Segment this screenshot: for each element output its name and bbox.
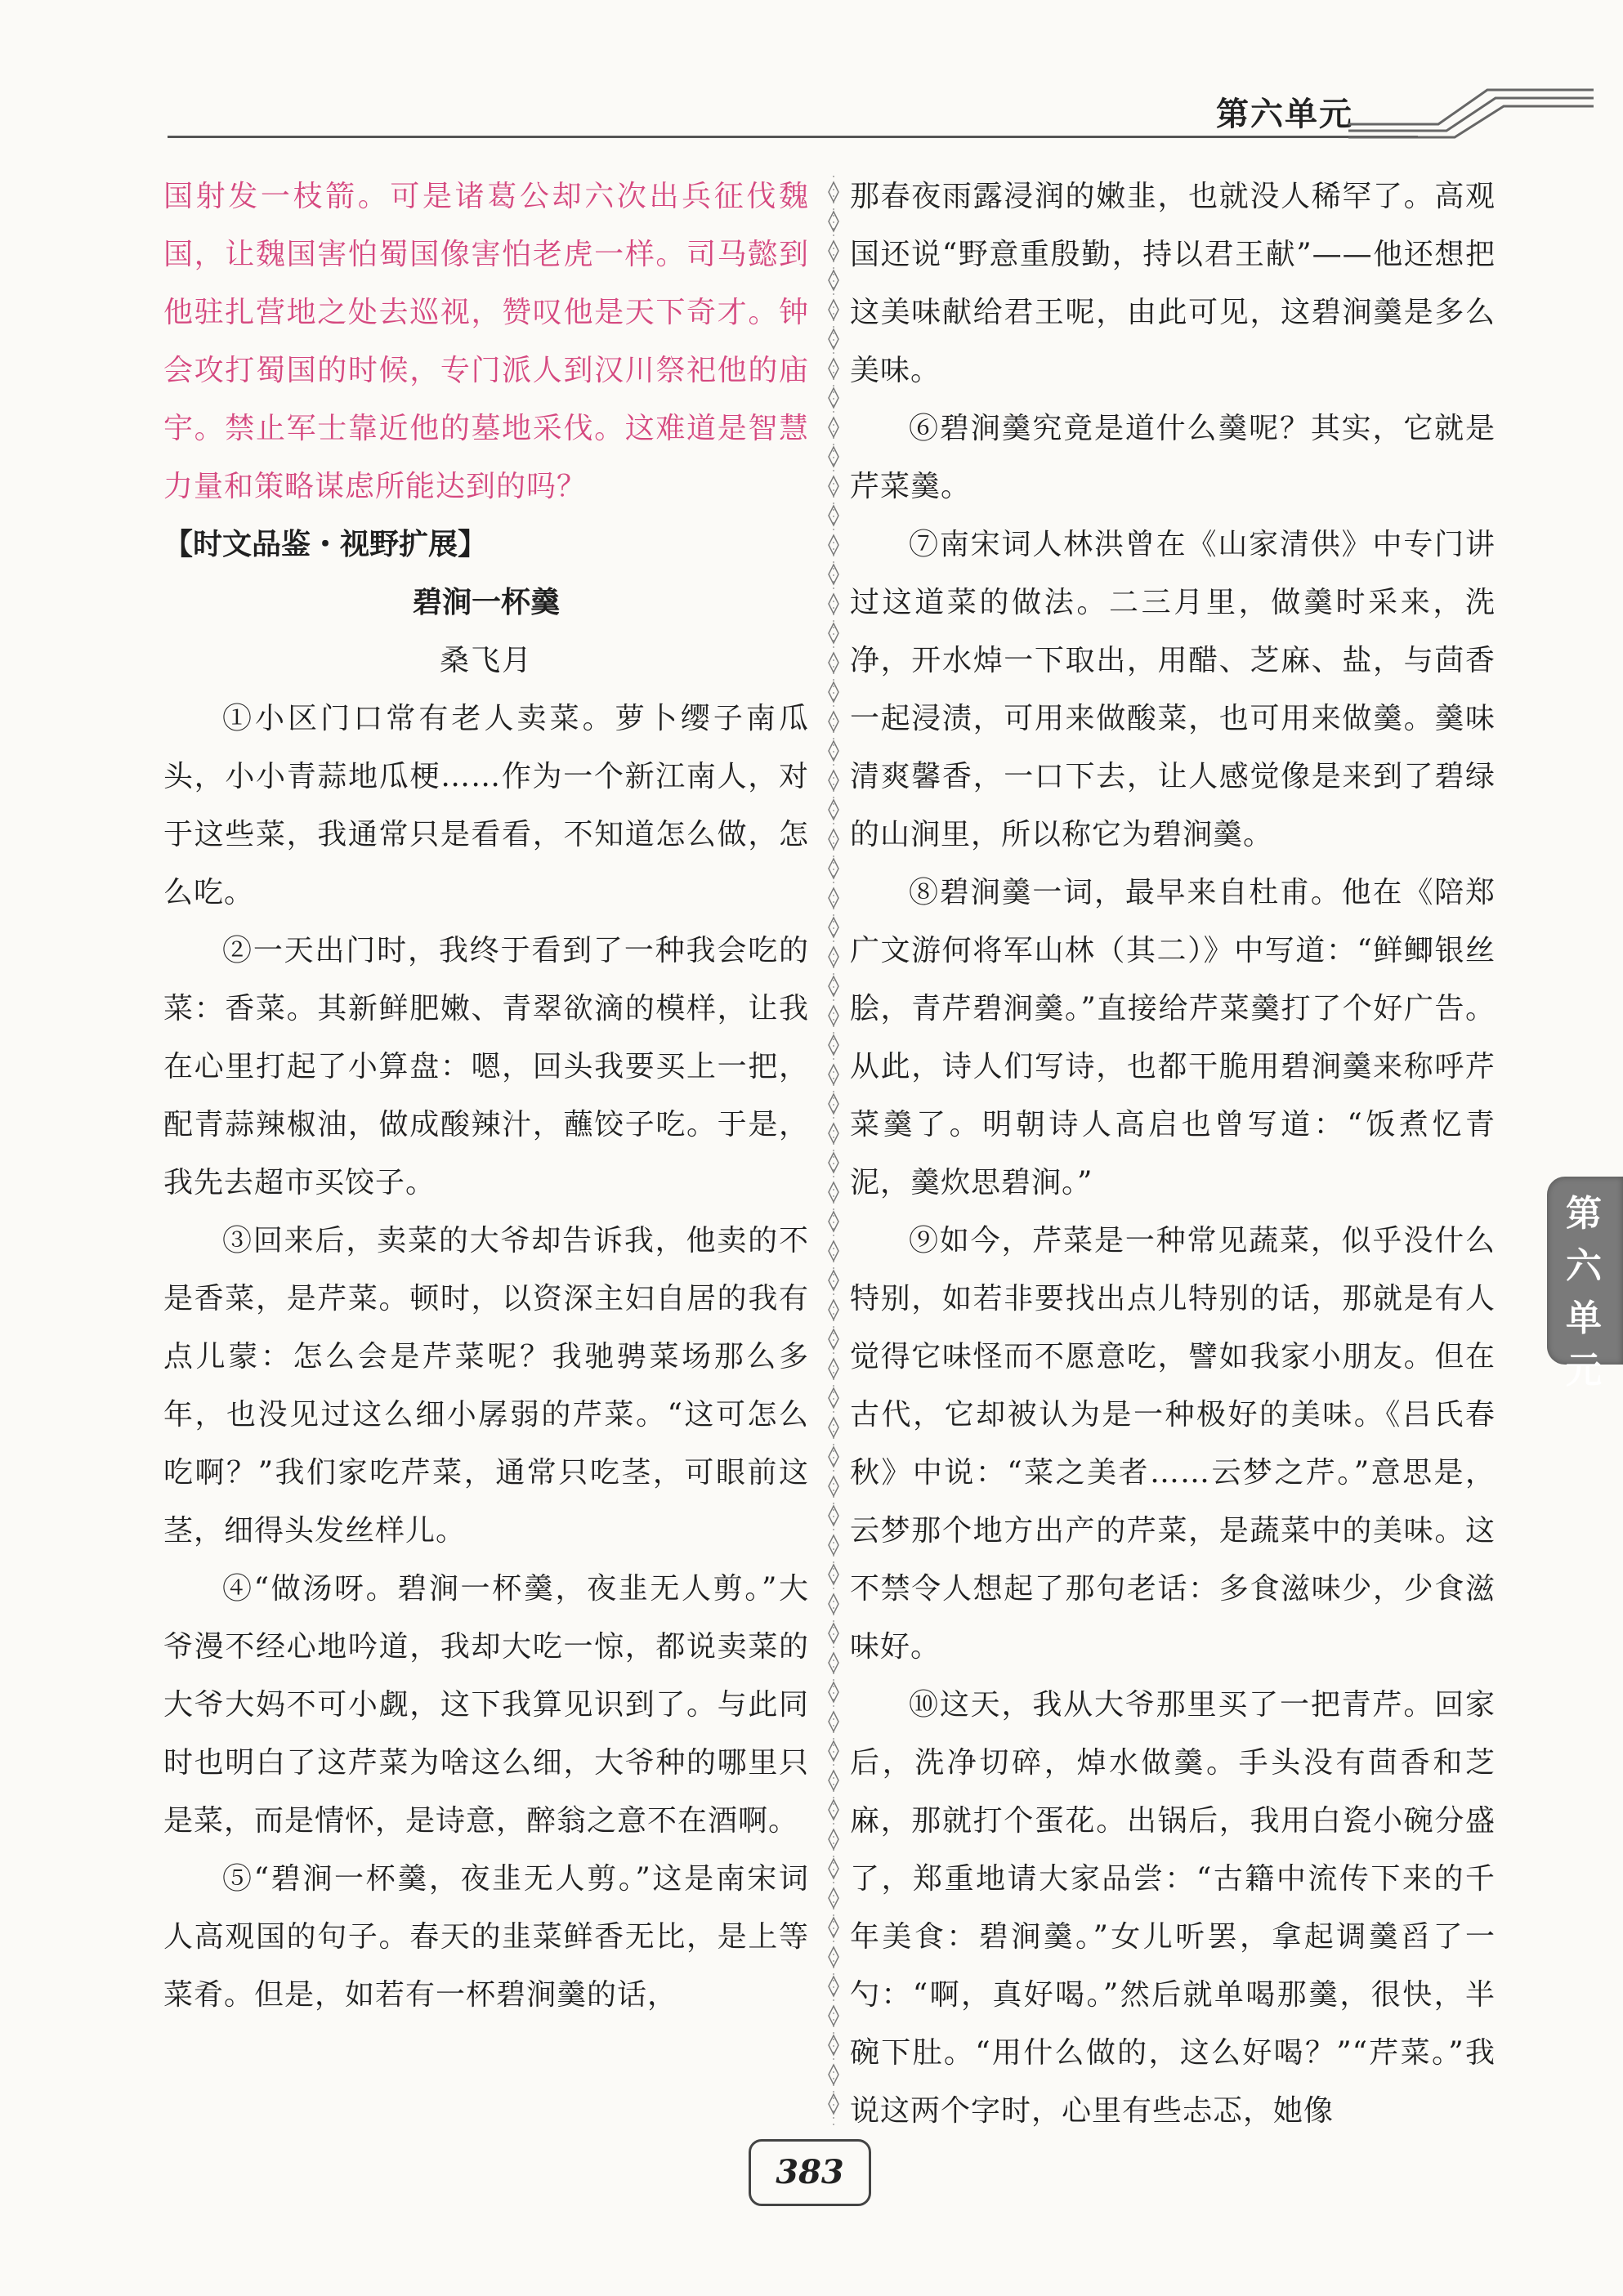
divider-diamond-icon: [829, 241, 838, 261]
divider-diamond-icon: [829, 771, 838, 790]
article-paragraph: ②一天出门时，我终于看到了一种我会吃的菜：香菜。其新鲜肥嫩、青翠欲滴的模样，让我在心里打起了小算盘：嗯，回头我要买上一把，配青蒜辣椒油，做成酸辣汁，蘸饺子吃。于是，我先去超市买饺子。: [163, 934, 809, 1199]
right-column: [850, 168, 1496, 2140]
divider-diamond-icon: [829, 1947, 838, 1967]
divider-diamond-icon: [829, 712, 838, 731]
unit-side-tab-label: 第六单元: [1566, 1193, 1602, 1391]
divider-diamond-icon: [829, 476, 838, 496]
article-paragraph: ⑧碧涧羹一词，最早来自杜甫。他在《陪郑广文游何将军山林（其二）》中写道：“鲜鲫银丝脍，青芹碧涧羹。”直接给芹菜羹打了个好广告。从此，诗人们写诗，也都干脆用碧涧羹来称呼芹菜羹了。明朝诗人高启也曾写道：“饭煮忆青泥，羹炊思碧涧。”: [850, 876, 1496, 1199]
divider-diamond-icon: [829, 1065, 838, 1084]
section-heading: 【时文品鉴・视野扩展】: [163, 528, 488, 561]
divider-diamond-icon: [829, 1535, 838, 1555]
divider-diamond-icon: [829, 1300, 838, 1320]
article-paragraph: ⑤“碧涧一杯羹，夜韭无人剪。”这是南宋词人高观国的句子。春天的韭菜鲜香无比，是上等菜肴。但是，如若有一杯碧涧羹的话，: [163, 1862, 809, 2012]
article-title: 碧涧一杯羹: [412, 586, 560, 619]
divider-diamond-icon: [829, 1241, 838, 1261]
article-paragraph: ⑩这天，我从大爷那里买了一把青芹。回家后，洗净切碎，焯水做羹。手头没有茴香和芝麻，那就打个蛋花。出锅后，我用白瓷小碗分盛了，郑重地请大家品尝：“古籍中流传下来的千年美食：碧涧羹。”女儿听罢，拿起调羹舀了一勺：“啊，真好喝。”然后就单喝那羹，很快，半碗下肚。“用什么做的，这么好喝？”“芹菜。”我说这两个字时，心里有些忐忑，她像: [850, 1688, 1496, 2128]
divider-diamond-icon: [829, 888, 838, 908]
divider-diamond-icon: [829, 300, 838, 319]
divider-diamond-icon: [829, 2065, 838, 2084]
article-author: 桑飞月: [439, 644, 533, 677]
divider-diamond-icon: [829, 535, 838, 555]
column-divider: [825, 176, 842, 2128]
article-paragraph: ⑥碧涧羹究竟是道什么羹呢？其实，它就是芹菜羹。: [850, 412, 1496, 503]
divider-diamond-icon: [829, 1771, 838, 1790]
divider-diamond-icon: [829, 594, 838, 614]
divider-diamond-icon: [829, 1888, 838, 1908]
page-header: [0, 0, 1623, 155]
divider-diamond-icon: [829, 1182, 838, 1202]
divider-diamond-icon: [829, 947, 838, 967]
divider-diamond-icon: [829, 1476, 838, 1496]
article-paragraph: 那春夜雨露浸润的嫩韭，也就没人稀罕了。高观国还说“野意重殷勤，持以君王献”——他还想把这美味献给君王呢，由此可见，这碧涧羹是多么美味。: [850, 180, 1496, 387]
divider-diamond-icon: [829, 418, 838, 437]
article-paragraph: ③回来后，卖菜的大爷却告诉我，他卖的不是香菜，是芹菜。顿时，以资深主妇自居的我有点儿蒙：怎么会是芹菜呢？我驰骋菜场那么多年，也没见过这么细小孱弱的芹菜。“这可怎么吃啊？”我们家吃芹菜，通常只吃茎，可眼前这茎，细得头发丝样儿。: [163, 1224, 809, 1548]
divider-diamond-icon: [829, 182, 838, 202]
divider-diamond-icon: [829, 1359, 838, 1378]
unit-title: 第六单元: [1216, 96, 1353, 133]
unit-side-tab: [1547, 1177, 1623, 1391]
article-paragraph: ⑨如今，芹菜是一种常见蔬菜，似乎没什么特别，如若非要找出点儿特别的话，那就是有人觉得它味怪而不愿意吃，譬如我家小朋友。但在古代，它却被认为是一种极好的美味。《吕氏春秋》中说：“菜之美者……云梦之芹。”意思是，云梦那个地方出产的芹菜，是蔬菜中的美味。这不禁令人想起了那句老话：多食滋味少，少食滋味好。: [850, 1224, 1496, 1664]
divider-diamond-icon: [829, 653, 838, 672]
divider-diamond-icon: [829, 1653, 838, 1673]
article-paragraph: ①小区门口常有老人卖菜。萝卜缨子南瓜头，小小青蒜地瓜梗……作为一个新江南人，对于这些菜，我通常只是看看，不知道怎么做，怎么吃。: [163, 702, 809, 909]
divider-diamond-icon: [829, 1123, 838, 1143]
header-decoration-icon: [1348, 65, 1594, 147]
divider-diamond-icon: [829, 1594, 838, 1614]
page-number: 383: [776, 2153, 844, 2191]
divider-diamond-icon: [829, 1829, 838, 1849]
article-paragraph: ⑦南宋词人林洪曾在《山家清供》中专门讲过这道菜的做法。二三月里，做羹时采来，洗净，开水焯一下取出，用醋、芝麻、盐，与茴香一起浸渍，可用来做酸菜，也可用来做羹。羹味清爽馨香，一口下去，让人感觉像是来到了碧绿的山涧里，所以称它为碧涧羹。: [850, 528, 1496, 851]
divider-diamond-icon: [829, 1712, 838, 1731]
left-column: [163, 168, 809, 2024]
header-rule: [168, 136, 1418, 138]
article-paragraph: ④“做汤呀。碧涧一杯羹，夜韭无人剪。”大爷漫不经心地吟道，我却大吃一惊，都说卖菜的大爷大妈不可小觑，这下我算见识到了。与此同时也明白了这芹菜为啥这么细，大爷种的哪里只是菜，而是情怀，是诗意，醉翁之意不在酒啊。: [163, 1572, 809, 1838]
page-number-box: [749, 2139, 871, 2206]
divider-diamond-icon: [829, 1006, 838, 1025]
divider-diamond-icon: [829, 1418, 838, 1437]
divider-diamond-icon: [829, 2006, 838, 2026]
divider-diamond-icon: [829, 829, 838, 849]
divider-diamond-icon: [829, 359, 838, 378]
translation-paragraph: 国射发一枝箭。可是诸葛公却六次出兵征伐魏国，让魏国害怕蜀国像害怕老虎一样。司马懿到他驻扎营地之处去巡视，赞叹他是天下奇才。钟会攻打蜀国的时候，专门派人到汉川祭祀他的庙宇。禁止军士靠近他的墓地采伐。这难道是智慧力量和策略谋虑所能达到的吗？: [163, 180, 809, 503]
